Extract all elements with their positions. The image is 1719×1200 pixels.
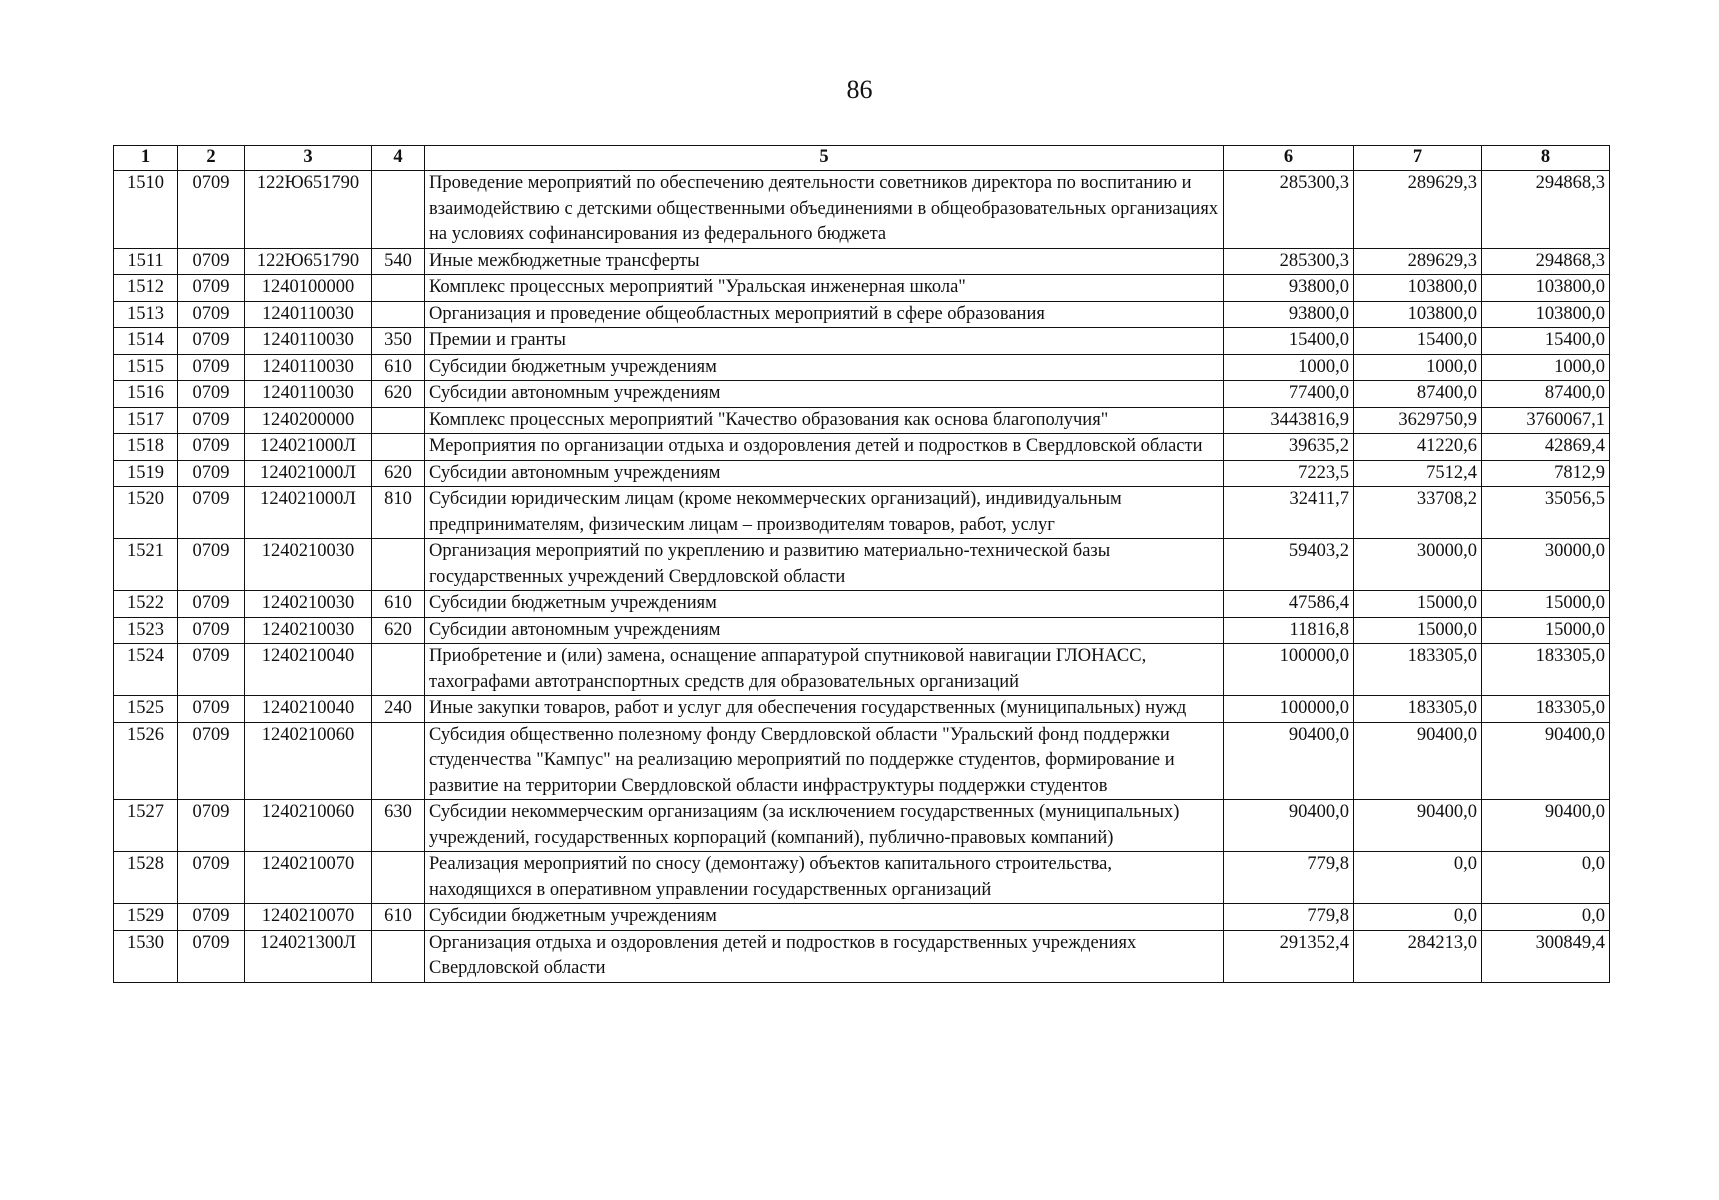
amount-col-7: 3629750,9 — [1354, 407, 1482, 434]
amount-col-7: 90400,0 — [1354, 722, 1482, 800]
target-article-code: 1240110030 — [245, 354, 372, 381]
section-code: 0709 — [178, 539, 245, 591]
table-row — [114, 328, 1610, 355]
amount-col-8: 300849,4 — [1482, 930, 1610, 982]
amount-col-6: 100000,0 — [1224, 644, 1354, 696]
amount-col-6: 59403,2 — [1224, 539, 1354, 591]
row-number: 1529 — [114, 904, 178, 931]
amount-col-7: 183305,0 — [1354, 644, 1482, 696]
column-header: 2 — [178, 146, 245, 171]
expense-type-code — [372, 852, 425, 904]
row-number: 1510 — [114, 171, 178, 249]
column-header: 5 — [425, 146, 1224, 171]
row-number: 1526 — [114, 722, 178, 800]
row-number: 1530 — [114, 930, 178, 982]
amount-col-8: 15000,0 — [1482, 591, 1610, 618]
amount-col-8: 30000,0 — [1482, 539, 1610, 591]
section-code: 0709 — [178, 460, 245, 487]
row-description: Организация мероприятий по укреплению и развитию материально-технической базы государственных учреждений Свердловской области — [425, 539, 1224, 591]
target-article-code: 1240210040 — [245, 644, 372, 696]
expense-type-code: 620 — [372, 617, 425, 644]
row-number: 1519 — [114, 460, 178, 487]
amount-col-7: 33708,2 — [1354, 487, 1482, 539]
amount-col-7: 103800,0 — [1354, 275, 1482, 302]
row-number: 1513 — [114, 301, 178, 328]
amount-col-8: 90400,0 — [1482, 800, 1610, 852]
target-article-code: 1240210030 — [245, 539, 372, 591]
amount-col-7: 87400,0 — [1354, 381, 1482, 408]
column-header: 3 — [245, 146, 372, 171]
target-article-code: 1240210070 — [245, 852, 372, 904]
amount-col-7: 30000,0 — [1354, 539, 1482, 591]
table-row — [114, 248, 1610, 275]
row-description: Приобретение и (или) замена, оснащение аппаратурой спутниковой навигации ГЛОНАСС, тахографами автотранспортных средств для образовательных организаций — [425, 644, 1224, 696]
amount-col-6: 15400,0 — [1224, 328, 1354, 355]
amount-col-6: 779,8 — [1224, 852, 1354, 904]
row-number: 1527 — [114, 800, 178, 852]
amount-col-8: 103800,0 — [1482, 275, 1610, 302]
amount-col-8: 15400,0 — [1482, 328, 1610, 355]
section-code: 0709 — [178, 434, 245, 461]
amount-col-8: 294868,3 — [1482, 248, 1610, 275]
table-row — [114, 591, 1610, 618]
expense-type-code: 240 — [372, 696, 425, 723]
amount-col-6: 779,8 — [1224, 904, 1354, 931]
row-number: 1520 — [114, 487, 178, 539]
row-number: 1512 — [114, 275, 178, 302]
row-description: Иные межбюджетные трансферты — [425, 248, 1224, 275]
row-description: Субсидия общественно полезному фонду Свердловской области "Уральский фонд поддержки студенчества "Кампус" на реализацию мероприятий по поддержке студентов, формирование и развитие на территории Свердловской области инфраструктуры поддержки студентов — [425, 722, 1224, 800]
target-article-code: 1240110030 — [245, 301, 372, 328]
table-body — [114, 171, 1610, 983]
row-description: Субсидии автономным учреждениям — [425, 381, 1224, 408]
expense-type-code — [372, 434, 425, 461]
amount-col-6: 93800,0 — [1224, 301, 1354, 328]
amount-col-6: 11816,8 — [1224, 617, 1354, 644]
table-row — [114, 460, 1610, 487]
section-code: 0709 — [178, 930, 245, 982]
expense-type-code: 610 — [372, 354, 425, 381]
row-description: Проведение мероприятий по обеспечению деятельности советников директора по воспитанию и взаимодействию с детскими общественными объединениями в общеобразовательных организациях на условиях софинансирования из федерального бюджета — [425, 171, 1224, 249]
section-code: 0709 — [178, 301, 245, 328]
row-description: Субсидии юридическим лицам (кроме некоммерческих организаций), индивидуальным предпринимателям, физическим лицам – производителям товаров, работ, услуг — [425, 487, 1224, 539]
amount-col-6: 285300,3 — [1224, 248, 1354, 275]
amount-col-6: 77400,0 — [1224, 381, 1354, 408]
table-row — [114, 852, 1610, 904]
amount-col-8: 183305,0 — [1482, 644, 1610, 696]
row-number: 1524 — [114, 644, 178, 696]
section-code: 0709 — [178, 800, 245, 852]
row-description: Комплекс процессных мероприятий "Качество образования как основа благополучия" — [425, 407, 1224, 434]
row-description: Субсидии автономным учреждениям — [425, 460, 1224, 487]
amount-col-8: 90400,0 — [1482, 722, 1610, 800]
section-code: 0709 — [178, 328, 245, 355]
row-description: Субсидии бюджетным учреждениям — [425, 904, 1224, 931]
row-number: 1523 — [114, 617, 178, 644]
section-code: 0709 — [178, 487, 245, 539]
target-article-code: 1240210060 — [245, 722, 372, 800]
expense-type-code: 620 — [372, 460, 425, 487]
target-article-code: 1240200000 — [245, 407, 372, 434]
column-header: 6 — [1224, 146, 1354, 171]
expense-type-code: 610 — [372, 591, 425, 618]
row-description: Субсидии бюджетным учреждениям — [425, 591, 1224, 618]
expense-type-code — [372, 407, 425, 434]
row-description: Субсидии автономным учреждениям — [425, 617, 1224, 644]
row-number: 1516 — [114, 381, 178, 408]
expense-type-code: 350 — [372, 328, 425, 355]
row-description: Премии и гранты — [425, 328, 1224, 355]
section-code: 0709 — [178, 381, 245, 408]
amount-col-7: 15000,0 — [1354, 617, 1482, 644]
section-code: 0709 — [178, 591, 245, 618]
amount-col-8: 3760067,1 — [1482, 407, 1610, 434]
row-description: Комплекс процессных мероприятий "Уральская инженерная школа" — [425, 275, 1224, 302]
table-row — [114, 171, 1610, 249]
row-description: Иные закупки товаров, работ и услуг для обеспечения государственных (муниципальных) нужд — [425, 696, 1224, 723]
table-row — [114, 434, 1610, 461]
amount-col-7: 7512,4 — [1354, 460, 1482, 487]
amount-col-8: 87400,0 — [1482, 381, 1610, 408]
expense-type-code — [372, 722, 425, 800]
table-row — [114, 904, 1610, 931]
amount-col-7: 0,0 — [1354, 904, 1482, 931]
page-number: 86 — [846, 75, 873, 104]
amount-col-8: 1000,0 — [1482, 354, 1610, 381]
section-code: 0709 — [178, 354, 245, 381]
target-article-code: 122Ю651790 — [245, 171, 372, 249]
table-row — [114, 617, 1610, 644]
amount-col-7: 90400,0 — [1354, 800, 1482, 852]
target-article-code: 1240210030 — [245, 617, 372, 644]
amount-col-7: 1000,0 — [1354, 354, 1482, 381]
row-number: 1517 — [114, 407, 178, 434]
target-article-code: 1240110030 — [245, 328, 372, 355]
table-row — [114, 930, 1610, 982]
row-number: 1522 — [114, 591, 178, 618]
header-row — [114, 146, 1610, 171]
amount-col-7: 289629,3 — [1354, 248, 1482, 275]
amount-col-7: 15000,0 — [1354, 591, 1482, 618]
amount-col-7: 289629,3 — [1354, 171, 1482, 249]
amount-col-8: 15000,0 — [1482, 617, 1610, 644]
section-code: 0709 — [178, 248, 245, 275]
row-description: Организация отдыха и оздоровления детей и подростков в государственных учреждениях Свердловской области — [425, 930, 1224, 982]
section-code: 0709 — [178, 275, 245, 302]
expense-type-code — [372, 930, 425, 982]
row-description: Реализация мероприятий по сносу (демонтажу) объектов капитального строительства, находящихся в оперативном управлении государственных организаций — [425, 852, 1224, 904]
target-article-code: 1240210030 — [245, 591, 372, 618]
amount-col-7: 284213,0 — [1354, 930, 1482, 982]
amount-col-6: 285300,3 — [1224, 171, 1354, 249]
table-row — [114, 644, 1610, 696]
row-description: Субсидии некоммерческим организациям (за исключением государственных (муниципальных) учреждений, государственных корпораций (компаний), публично-правовых компаний) — [425, 800, 1224, 852]
amount-col-6: 3443816,9 — [1224, 407, 1354, 434]
row-number: 1525 — [114, 696, 178, 723]
section-code: 0709 — [178, 171, 245, 249]
amount-col-6: 93800,0 — [1224, 275, 1354, 302]
section-code: 0709 — [178, 407, 245, 434]
section-code: 0709 — [178, 644, 245, 696]
table-row — [114, 487, 1610, 539]
amount-col-8: 103800,0 — [1482, 301, 1610, 328]
column-header: 8 — [1482, 146, 1610, 171]
amount-col-7: 0,0 — [1354, 852, 1482, 904]
column-header: 4 — [372, 146, 425, 171]
amount-col-6: 39635,2 — [1224, 434, 1354, 461]
table-row — [114, 407, 1610, 434]
expense-type-code — [372, 171, 425, 249]
table-row — [114, 696, 1610, 723]
amount-col-6: 32411,7 — [1224, 487, 1354, 539]
table-row — [114, 275, 1610, 302]
expense-type-code — [372, 539, 425, 591]
amount-col-7: 183305,0 — [1354, 696, 1482, 723]
amount-col-6: 47586,4 — [1224, 591, 1354, 618]
row-number: 1521 — [114, 539, 178, 591]
amount-col-8: 294868,3 — [1482, 171, 1610, 249]
expense-type-code — [372, 275, 425, 302]
target-article-code: 1240210070 — [245, 904, 372, 931]
target-article-code: 122Ю651790 — [245, 248, 372, 275]
expense-type-code: 810 — [372, 487, 425, 539]
table-row — [114, 301, 1610, 328]
amount-col-8: 0,0 — [1482, 852, 1610, 904]
amount-col-8: 42869,4 — [1482, 434, 1610, 461]
row-description: Субсидии бюджетным учреждениям — [425, 354, 1224, 381]
amount-col-7: 15400,0 — [1354, 328, 1482, 355]
amount-col-8: 0,0 — [1482, 904, 1610, 931]
expense-type-code: 540 — [372, 248, 425, 275]
expense-type-code: 630 — [372, 800, 425, 852]
row-number: 1514 — [114, 328, 178, 355]
budget-table — [113, 145, 1610, 983]
expense-type-code — [372, 644, 425, 696]
table-row — [114, 539, 1610, 591]
row-description: Организация и проведение общеобластных мероприятий в сфере образования — [425, 301, 1224, 328]
target-article-code: 124021300Л — [245, 930, 372, 982]
section-code: 0709 — [178, 852, 245, 904]
table-row — [114, 381, 1610, 408]
target-article-code: 124021000Л — [245, 487, 372, 539]
amount-col-8: 183305,0 — [1482, 696, 1610, 723]
target-article-code: 1240100000 — [245, 275, 372, 302]
target-article-code: 1240210040 — [245, 696, 372, 723]
section-code: 0709 — [178, 722, 245, 800]
target-article-code: 1240210060 — [245, 800, 372, 852]
section-code: 0709 — [178, 696, 245, 723]
amount-col-6: 100000,0 — [1224, 696, 1354, 723]
amount-col-7: 103800,0 — [1354, 301, 1482, 328]
amount-col-6: 291352,4 — [1224, 930, 1354, 982]
row-number: 1511 — [114, 248, 178, 275]
row-number: 1518 — [114, 434, 178, 461]
row-number: 1515 — [114, 354, 178, 381]
table-row — [114, 722, 1610, 800]
expense-type-code: 610 — [372, 904, 425, 931]
column-header: 7 — [1354, 146, 1482, 171]
target-article-code: 124021000Л — [245, 434, 372, 461]
row-number: 1528 — [114, 852, 178, 904]
expense-type-code — [372, 301, 425, 328]
row-description: Мероприятия по организации отдыха и оздоровления детей и подростков в Свердловской области — [425, 434, 1224, 461]
column-header: 1 — [114, 146, 178, 171]
amount-col-6: 90400,0 — [1224, 722, 1354, 800]
table-row — [114, 800, 1610, 852]
amount-col-8: 7812,9 — [1482, 460, 1610, 487]
section-code: 0709 — [178, 904, 245, 931]
amount-col-7: 41220,6 — [1354, 434, 1482, 461]
target-article-code: 124021000Л — [245, 460, 372, 487]
table-row — [114, 354, 1610, 381]
amount-col-6: 1000,0 — [1224, 354, 1354, 381]
amount-col-8: 35056,5 — [1482, 487, 1610, 539]
target-article-code: 1240110030 — [245, 381, 372, 408]
amount-col-6: 7223,5 — [1224, 460, 1354, 487]
section-code: 0709 — [178, 617, 245, 644]
amount-col-6: 90400,0 — [1224, 800, 1354, 852]
expense-type-code: 620 — [372, 381, 425, 408]
